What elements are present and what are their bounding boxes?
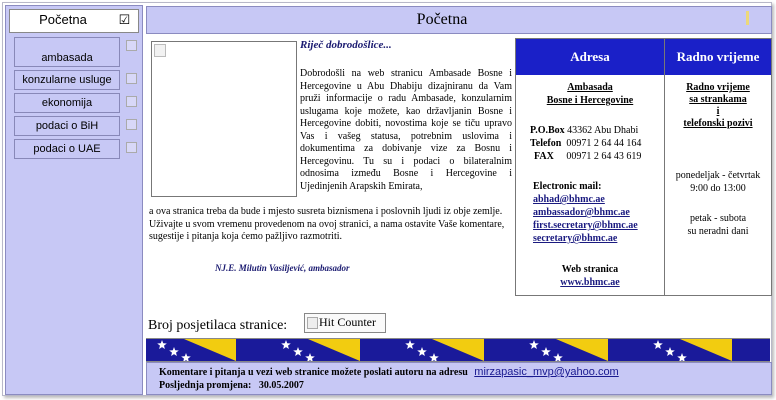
sidebar-nav bbox=[14, 37, 142, 162]
sidebar-item-ekonomija[interactable] bbox=[14, 93, 142, 113]
welcome-text: Dobrodošli na web stranicu Ambasade Bosne i Hercegovine u Abu Dhabiju dizajniranu da Vam pruži informacije o radu Ambasade, konzularnim uslugama koje možete, kao državljanin Bosne i Hercegovine dobiti, novostima koje se tiču upravo Vas i vašeg statusa, potrebnim uslovima i dokumentima za dobivanje vize za Bosnu i Hercegovinu. Tu su i podaci o bilateralnim odnosima između Bosne i Hercegovine i Ujedinjenih Arapskih Emirata, bbox=[300, 68, 512, 192]
hit-counter-alt: Hit Counter bbox=[319, 315, 376, 329]
sidebar-item-checkbox[interactable] bbox=[126, 119, 137, 130]
sidebar-item-label[interactable]: konzularne usluge bbox=[14, 70, 120, 90]
email-link-abhad[interactable]: abhad@bhmc.ae bbox=[533, 194, 605, 205]
ambassador-photo bbox=[151, 41, 297, 197]
footer-last-change bbox=[159, 380, 304, 391]
hours-sub4: telefonski pozivi bbox=[683, 118, 753, 129]
header-accent bbox=[746, 11, 749, 25]
hours-days2: petak - subota bbox=[689, 213, 747, 224]
sidebar-item-ambasada[interactable] bbox=[14, 37, 142, 67]
broken-image-icon bbox=[307, 317, 318, 329]
pobox-label: P.O.Box bbox=[530, 125, 565, 136]
address-heading: Adresa bbox=[516, 39, 664, 75]
pobox-row bbox=[530, 125, 638, 136]
web-label: Web stranica bbox=[561, 264, 619, 275]
email-link-secretary[interactable]: secretary@bhmc.ae bbox=[533, 233, 618, 244]
fax-value: 00971 2 64 43 619 bbox=[566, 151, 642, 162]
page-header bbox=[146, 6, 772, 34]
email-link-ambassador[interactable]: ambassador@bhmc.ae bbox=[533, 207, 630, 218]
last-change-date: 30.05.2007 bbox=[258, 380, 304, 391]
sidebar-item-checkbox[interactable] bbox=[126, 73, 137, 84]
page-footer bbox=[146, 362, 772, 395]
visitor-counter-label: Broj posjetilaca stranice: bbox=[148, 318, 288, 333]
ambassador-signature: NJ.E. Milutin Vasiljević, ambasador bbox=[215, 263, 350, 273]
hours-heading: Radno vrijeme bbox=[665, 39, 771, 75]
checkbox-icon[interactable]: ☑ bbox=[118, 12, 131, 27]
sidebar-item-podaci-o-uae[interactable] bbox=[14, 139, 142, 159]
sidebar-item-checkbox[interactable] bbox=[126, 96, 137, 107]
footer-contact-line bbox=[159, 366, 619, 378]
hours-time2: su neradni dani bbox=[687, 226, 749, 237]
flag-segment-bg bbox=[766, 339, 770, 361]
phone-value: 00971 2 64 44 164 bbox=[566, 138, 642, 149]
sidebar-item-checkbox[interactable] bbox=[126, 40, 137, 51]
pobox-value: 43362 Abu Dhabi bbox=[567, 125, 639, 136]
email-label: Electronic mail: bbox=[533, 181, 602, 192]
sidebar-item-podaci-o-bih[interactable] bbox=[14, 116, 142, 136]
flag-banner-svg bbox=[146, 339, 770, 361]
sidebar-item-konzularne-usluge[interactable] bbox=[14, 70, 142, 90]
embassy-name-line1: Ambasada bbox=[567, 82, 613, 93]
fax-row bbox=[534, 151, 641, 162]
hours-sub3: i bbox=[716, 106, 720, 117]
web-link[interactable]: www.bhmc.ae bbox=[560, 277, 620, 288]
sidebar-header bbox=[9, 9, 139, 33]
fax-label: FAX bbox=[534, 151, 554, 162]
broken-image-icon bbox=[154, 44, 166, 57]
sidebar-item-label[interactable]: ekonomija bbox=[14, 93, 120, 113]
phone-row bbox=[530, 138, 641, 149]
last-change-label: Posljednja promjena: bbox=[159, 380, 252, 391]
sidebar-item-checkbox[interactable] bbox=[126, 142, 137, 153]
hours-days1: ponedeljak - četvrtak bbox=[675, 170, 761, 181]
welcome-heading: Riječ dobrodošlice... bbox=[300, 39, 392, 51]
sidebar-title[interactable]: Početna bbox=[39, 12, 87, 27]
hours-sub2: sa strankama bbox=[689, 94, 747, 105]
flag-banner bbox=[146, 338, 770, 362]
author-email-link[interactable]: mirzapasic_mvp@yahoo.com bbox=[474, 366, 619, 378]
page-title: Početna bbox=[416, 11, 468, 28]
footer-comments-text: Komentare i pitanja u vezi web stranice možete poslati autoru na adresu bbox=[159, 367, 468, 378]
hours-panel bbox=[664, 38, 772, 296]
welcome-text-continued: a ova stranica treba da bude i mjesto susreta biznismena i poslovnih ljudi iz obje zemlje. Uživajte u svom vremenu provedenom na ovoj stranici, a nama ostavite Vaše komentare, sugestije i pitanja koja ćemo pažljivo razmotriti. bbox=[149, 206, 505, 242]
address-panel bbox=[515, 38, 665, 296]
sidebar-item-label[interactable]: podaci o BiH bbox=[14, 116, 120, 136]
hit-counter-image bbox=[304, 313, 386, 333]
phone-label: Telefon bbox=[530, 138, 562, 149]
hours-time1: 9:00 do 13:00 bbox=[690, 183, 746, 194]
embassy-name-line2: Bosne i Hercegovine bbox=[546, 95, 634, 106]
hours-sub1: Radno vrijeme bbox=[686, 82, 750, 93]
email-link-first-secretary[interactable]: first.secretary@bhmc.ae bbox=[533, 220, 638, 231]
sidebar-item-label[interactable]: podaci o UAE bbox=[14, 139, 120, 159]
sidebar-item-label[interactable]: ambasada bbox=[14, 37, 120, 67]
sidebar bbox=[5, 5, 143, 395]
